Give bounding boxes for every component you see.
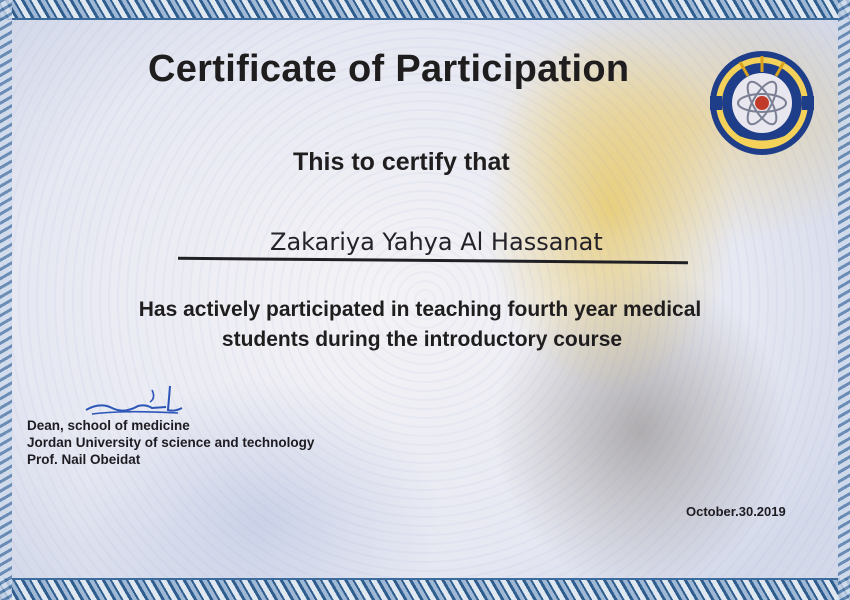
recipient-name: Zakariya Yahya Al Hassanat: [270, 228, 603, 256]
certificate-date: October.30.2019: [686, 504, 786, 519]
bottom-border-line: [10, 578, 840, 580]
top-border-line: [10, 18, 840, 20]
signatory-institution: Jordan University of science and technology: [27, 435, 315, 450]
right-border: [838, 0, 850, 600]
top-border: [0, 0, 850, 20]
dean-signature: [82, 380, 192, 420]
certificate-title: Certificate of Participation: [148, 48, 630, 90]
university-seal-icon: [702, 48, 822, 158]
participation-text-line-2: students during the introductory course: [221, 328, 623, 351]
left-border: [0, 0, 12, 600]
signatory-role: Dean, school of medicine: [27, 418, 190, 433]
bottom-border: [0, 578, 850, 600]
signatory-name: Prof. Nail Obeidat: [27, 452, 141, 467]
certify-line: This to certify that: [293, 148, 510, 176]
participation-text-line-1: Has actively participated in teaching fourth year medical: [138, 298, 702, 321]
